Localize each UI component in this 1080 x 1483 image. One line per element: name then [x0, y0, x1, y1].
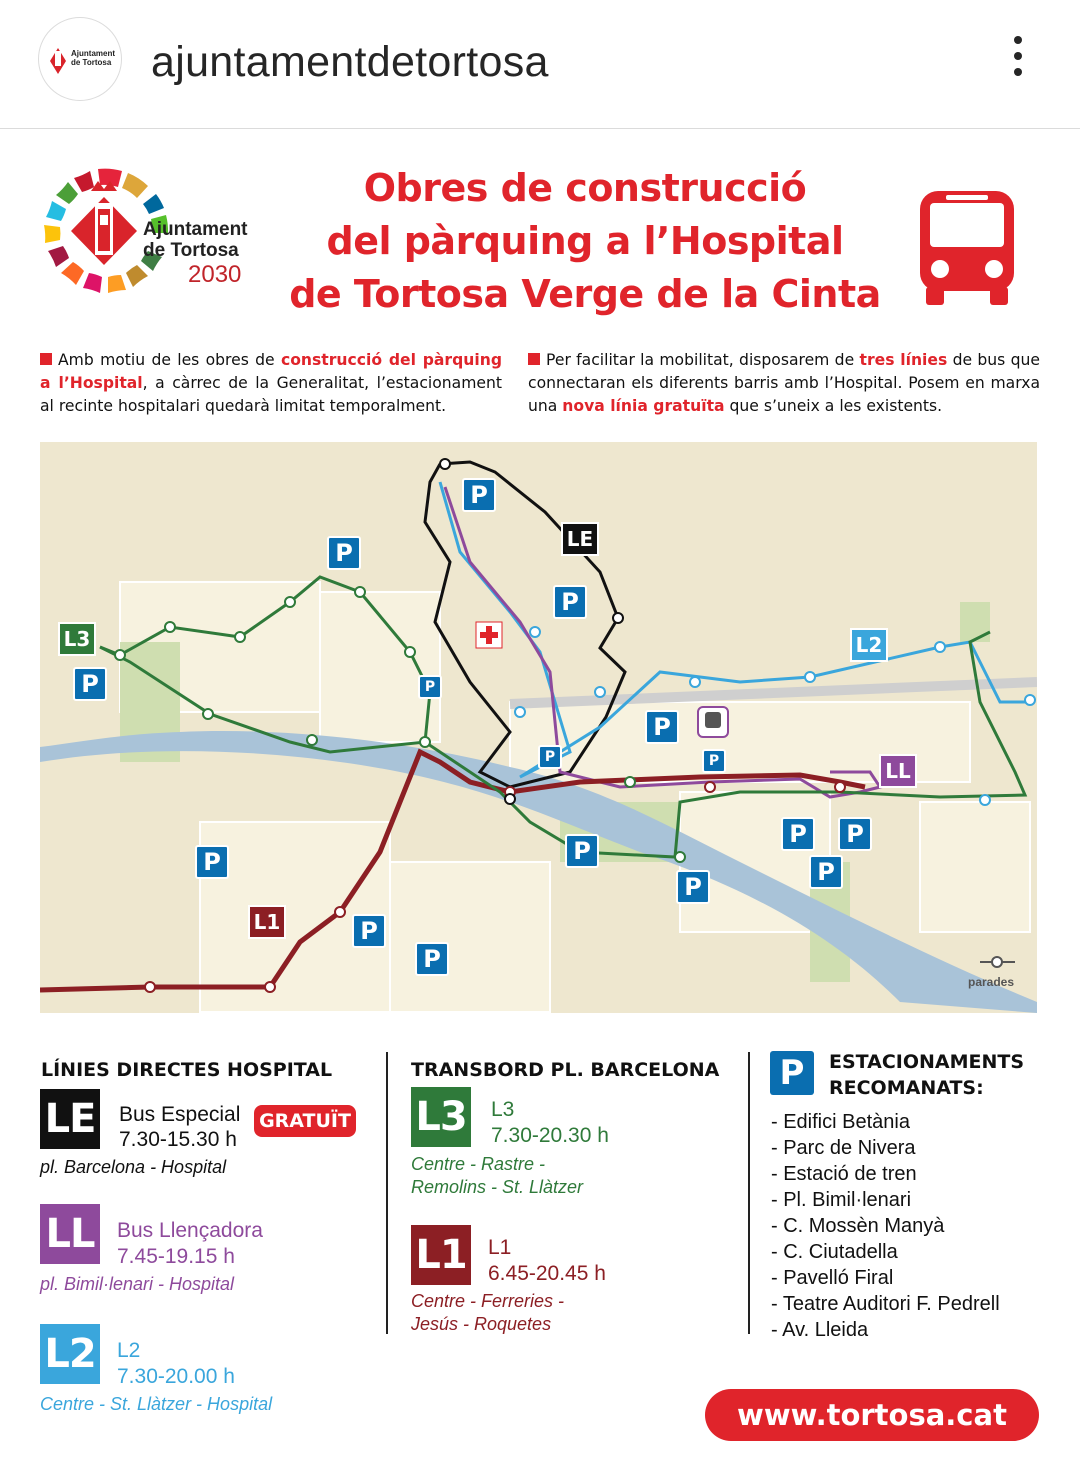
l1-name: L1 [488, 1236, 512, 1259]
title-line-1: Obres de construcció [363, 166, 807, 210]
parking-marker: P [327, 536, 361, 570]
map-tag-l2: L2 [850, 628, 888, 662]
parking-heading-line-1: ESTACIONAMENTS [829, 1051, 1025, 1073]
parking-marker: P [781, 817, 815, 851]
parking-list [771, 1109, 1000, 1343]
l2-route: Centre - St. Llàtzer - Hospital [40, 1394, 273, 1414]
ll-route: pl. Bimil·lenari - Hospital [40, 1274, 235, 1294]
parking-legend-icon: P [770, 1051, 814, 1095]
column-divider [748, 1052, 750, 1334]
list-item: - Av. Lleida [771, 1319, 869, 1341]
intro-right-text-2: de bus que connectaran els diferents barris amb l’Hospital. Posem en marxa una [528, 351, 1040, 415]
line-badge-le: LE [40, 1089, 100, 1149]
list-item: - Teatre Auditori F. Pedrell [771, 1293, 1000, 1315]
list-item: - C. Ciutadella [771, 1241, 898, 1263]
l3-route-2: Remolins - St. Llàtzer [411, 1177, 584, 1197]
l2-name: L2 [117, 1339, 141, 1362]
parking-marker: P [418, 675, 442, 699]
parking-marker: P [538, 745, 562, 769]
map-tag-l1: L1 [248, 905, 286, 939]
l1-route-2: Jesús - Roquetes [411, 1314, 552, 1334]
parking-marker: P [838, 817, 872, 851]
map-tag-le: LE [561, 522, 599, 556]
l3-hours: 7.30-20.30 h [491, 1124, 609, 1147]
map-tag-l3: L3 [58, 622, 96, 656]
profile-avatar[interactable] [38, 17, 122, 101]
logo-name: Ajuntament de Tortosa [143, 219, 248, 261]
parking-marker: P [195, 845, 229, 879]
column-divider [386, 1052, 388, 1334]
parking-marker: P [462, 478, 496, 512]
intro-left-highlight: construcció del pàrquing a l’Hospital [40, 351, 502, 392]
le-route: pl. Barcelona - Hospital [40, 1157, 227, 1177]
line-badge-l3: L3 [411, 1087, 471, 1147]
list-item: - Pavelló Firal [771, 1267, 894, 1289]
line-badge-l2: L2 [40, 1324, 100, 1384]
title-line-3: de Tortosa Verge de la Cinta [289, 272, 881, 316]
parking-marker: P [702, 749, 726, 773]
le-hours: 7.30-15.30 h [119, 1128, 237, 1151]
parking-heading [829, 1049, 1024, 1101]
bus-icon [916, 189, 1018, 307]
list-item: - Parc de Nivera [771, 1137, 916, 1159]
parking-marker: P [676, 870, 710, 904]
l3-name: L3 [491, 1098, 515, 1121]
intro-left-text: Amb motiu de les obres de [58, 351, 281, 369]
intro-right-highlight: tres línies [859, 351, 948, 369]
transfer-heading: TRANSBORD PL. BARCELONA [411, 1059, 720, 1081]
le-name: Bus Especial [119, 1103, 241, 1126]
avatar-label: Ajuntament de Tortosa [71, 49, 115, 67]
parking-marker: P [73, 667, 107, 701]
intro-right-text-3: que s’uneix a les existents. [724, 397, 943, 415]
l1-route-1: Centre - Ferreries - [411, 1291, 565, 1311]
line-badge-ll: LL [40, 1204, 100, 1264]
ll-hours: 7.45-19.15 h [117, 1245, 235, 1268]
website-link[interactable]: www.tortosa.cat [705, 1389, 1039, 1441]
map-graphic [40, 442, 1037, 1013]
parking-marker: P [415, 942, 449, 976]
ll-name: Bus Llençadora [117, 1219, 263, 1242]
parking-marker: P [553, 585, 587, 619]
parking-marker: P [645, 710, 679, 744]
more-options-icon[interactable] [1003, 36, 1033, 84]
intro-left [40, 349, 502, 418]
list-item: - Estació de tren [771, 1163, 917, 1185]
post-header [0, 0, 1080, 129]
title-line-2: del pàrquing a l’Hospital [326, 219, 844, 263]
line-badge-l1: L1 [411, 1225, 471, 1285]
direct-lines-heading: LÍNIES DIRECTES HOSPITAL [41, 1059, 333, 1081]
list-item: - Edifici Betània [771, 1111, 910, 1133]
parking-marker: P [565, 834, 599, 868]
intro-right-text: Per facilitar la mobilitat, disposarem de [546, 351, 860, 369]
l3-route-1: Centre - Rastre - [411, 1154, 546, 1174]
map-tag-ll: LL [879, 754, 917, 788]
list-item: - C. Mossèn Manyà [771, 1215, 945, 1237]
stops-legend-label: parades [968, 975, 1015, 989]
l2-hours: 7.30-20.00 h [117, 1365, 235, 1388]
intro-left-text-2: , a càrrec de la Generalitat, l’estacionament al recinte hospitalari quedarà limitat temporalment. [40, 374, 502, 415]
l1-hours: 6.45-20.45 h [488, 1262, 606, 1285]
poster-title [260, 162, 910, 321]
post-image [0, 129, 1080, 1483]
bus-route-map [40, 442, 1037, 1013]
logo-year: 2030 [188, 261, 242, 288]
profile-username[interactable]: ajuntamentdetortosa [151, 38, 549, 86]
city-logo [36, 151, 266, 311]
intro-right-highlight-2: nova línia gratuïta [562, 397, 725, 415]
parking-heading-line-2: RECOMANATS: [829, 1077, 984, 1099]
parking-marker: P [352, 914, 386, 948]
free-badge: GRATUÏT [254, 1105, 356, 1137]
parking-marker: P [809, 855, 843, 889]
intro-right [528, 349, 1040, 418]
list-item: - Pl. Bimil·lenari [771, 1189, 912, 1211]
